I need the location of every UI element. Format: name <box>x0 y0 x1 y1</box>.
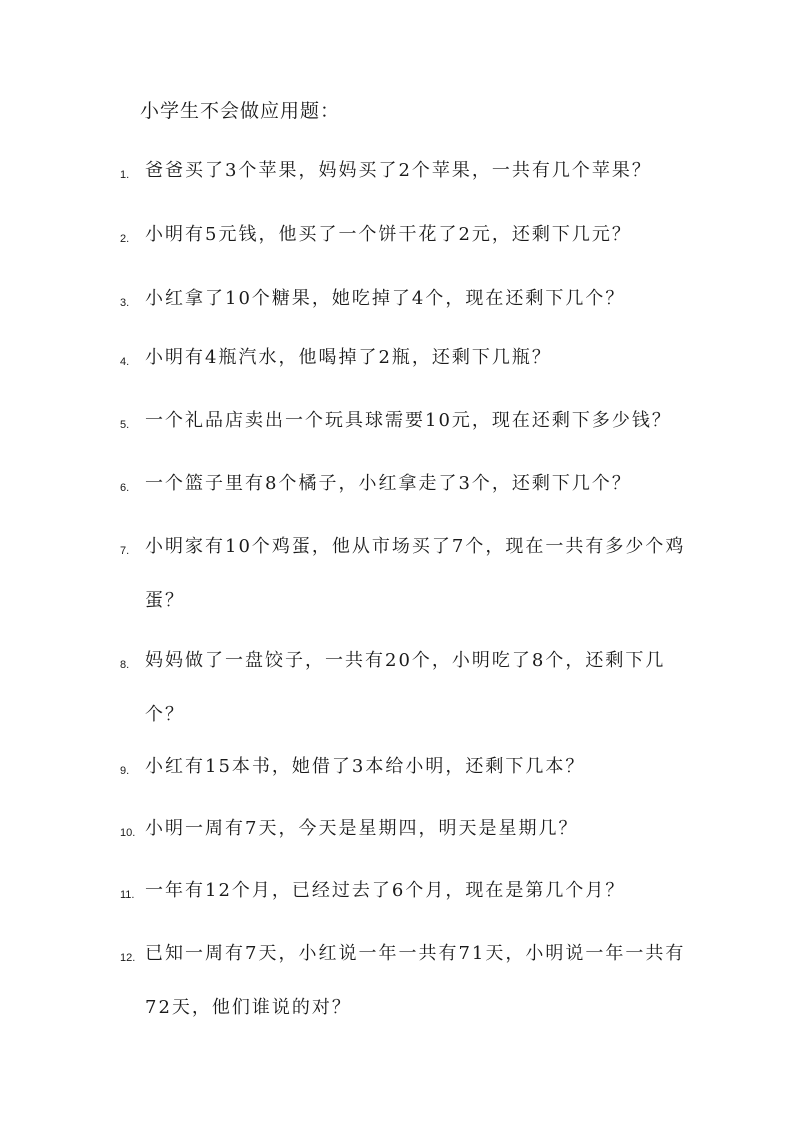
question-text: 小明家有10个鸡蛋，他从市场买了7个，现在一共有多少个鸡蛋？ <box>145 536 686 611</box>
question-text: 小明有5元钱，他买了一个饼干花了2元，还剩下几元？ <box>145 224 632 245</box>
question-number: 8. <box>120 659 130 671</box>
question-text: 一个篮子里有8个橘子，小红拿走了3个，还剩下几个？ <box>145 473 632 494</box>
question-text: 小明有4瓶汽水，他喝掉了2瓶，还剩下几瓶？ <box>145 347 552 368</box>
question-number: 7. <box>120 545 130 557</box>
question-text: 已知一周有7天，小红说一年一共有71天，小明说一年一共有72天，他们谁说的对？ <box>145 943 686 1018</box>
question-text: 爸爸买了3个苹果，妈妈买了2个苹果，一共有几个苹果？ <box>145 160 652 181</box>
question-number: 9. <box>120 765 130 777</box>
question-text: 小明一周有7天，今天是星期四，明天是星期几？ <box>145 818 579 839</box>
question-number: 10. <box>120 827 136 839</box>
question-text: 小红拿了10个糖果，她吃掉了4个，现在还剩下几个？ <box>145 288 626 309</box>
question-text: 小红有15本书，她借了3本给小明，还剩下几本？ <box>145 756 586 777</box>
question-number: 3. <box>120 297 130 309</box>
question-number: 5. <box>120 419 130 431</box>
document-heading: 小学生不会做应用题： <box>140 100 341 122</box>
question-number: 2. <box>120 233 130 245</box>
question-number: 1. <box>120 169 130 181</box>
question-text: 妈妈做了一盘饺子，一共有20个，小明吃了8个，还剩下几个？ <box>145 650 666 725</box>
question-text: 一个礼品店卖出一个玩具球需要10元，现在还剩下多少钱？ <box>145 410 672 431</box>
question-text: 一年有12个月，已经过去了6个月，现在是第几个月？ <box>145 880 626 901</box>
question-number: 12. <box>120 952 136 964</box>
question-number: 6. <box>120 482 130 494</box>
question-number: 11. <box>120 889 135 901</box>
question-number: 4. <box>120 356 130 368</box>
